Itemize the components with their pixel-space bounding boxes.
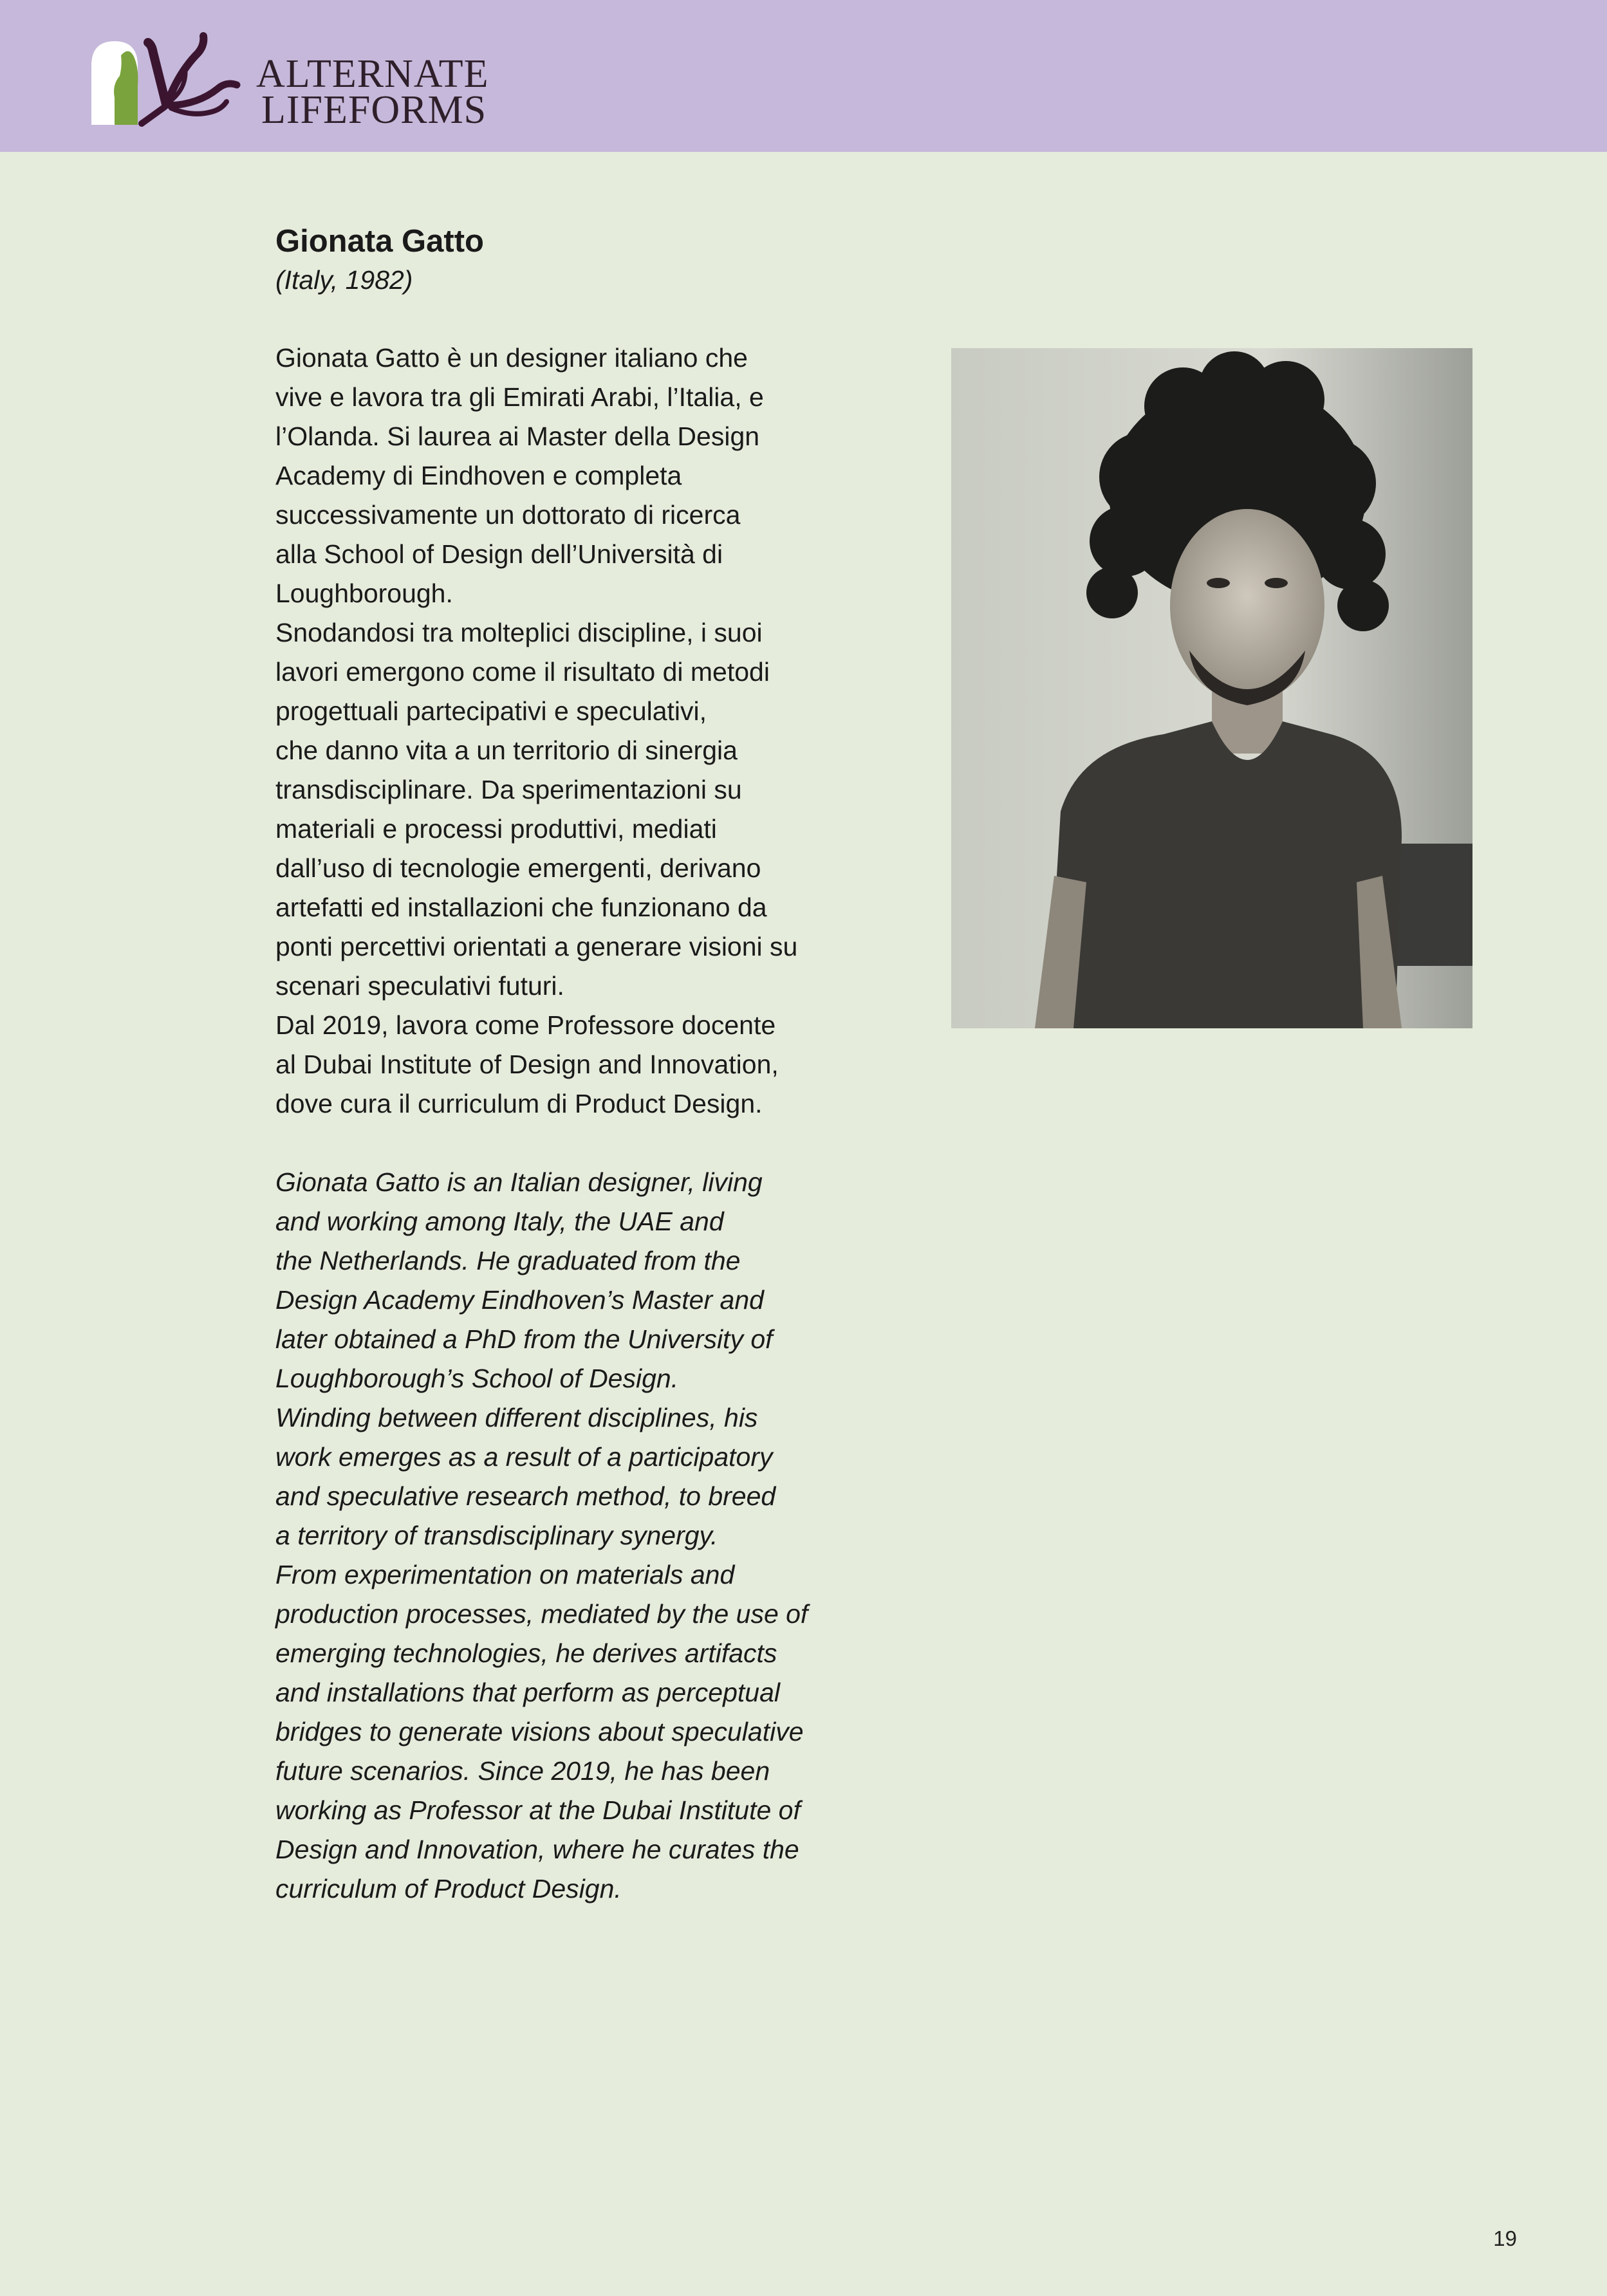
alternate-lifeforms-logo [89,27,526,136]
logo-mark-icon [89,27,256,136]
artist-portrait-photo [951,348,1472,1028]
header-bar [0,0,1607,152]
logo-wordmark-line1: ALTERNATE [256,52,489,96]
bio-text-column [275,222,919,1909]
bio-italian: Gionata Gatto è un designer italiano che vive e lavora tra gli Emirati Arabi, l’Italia, e l’Olanda. Si laurea ai Master della Design Academy di Eindhoven e completa successivamente un dottorato di ricerca alla School of Design dell’Università di Loughborough. Snodandosi tra molteplici discipline, i suoi lavori emergono come il risultato di metodi progettuali partecipativi e speculativi, che danno vita a un territorio di sinergia transdisciplinare. Da sperimentazioni su materiali e processi produttivi, mediati dall’uso di tecnologie emergenti, derivano artefatti ed installazioni che funzionano da ponti percettivi orientati a generare visioni su scenari speculativi futuri. Dal 2019, lavora come Professore docente al Dubai Institute of Design and Innovation, dove cura il curriculum di Product Design. [275,343,798,1118]
bio-english: Gionata Gatto is an Italian designer, living and working among Italy, the UAE and the Netherlands. He graduated from the Design Academy Eindhoven’s Master and later obtained a PhD from the University of Loughborough’s School of Design. Winding between different disciplines, his work emerges as a result of a participatory and speculative research method, to breed a territory of transdisciplinary synergy. From experimentation on materials and production processes, mediated by the use of emerging technologies, he derives artifacts and installations that perform as perceptual bridges to generate visions about speculative future scenarios. Since 2019, he has been working as Professor at the Dubai Institute of Design and Innovation, where he curates the curriculum of Product Design. [275,1167,808,1903]
page-number: 19 [1493,2227,1517,2250]
artist-name: Gionata Gatto [275,224,484,259]
logo-wordmark-line2: LIFEFORMS [261,88,487,132]
artist-origin: (Italy, 1982) [275,265,413,295]
